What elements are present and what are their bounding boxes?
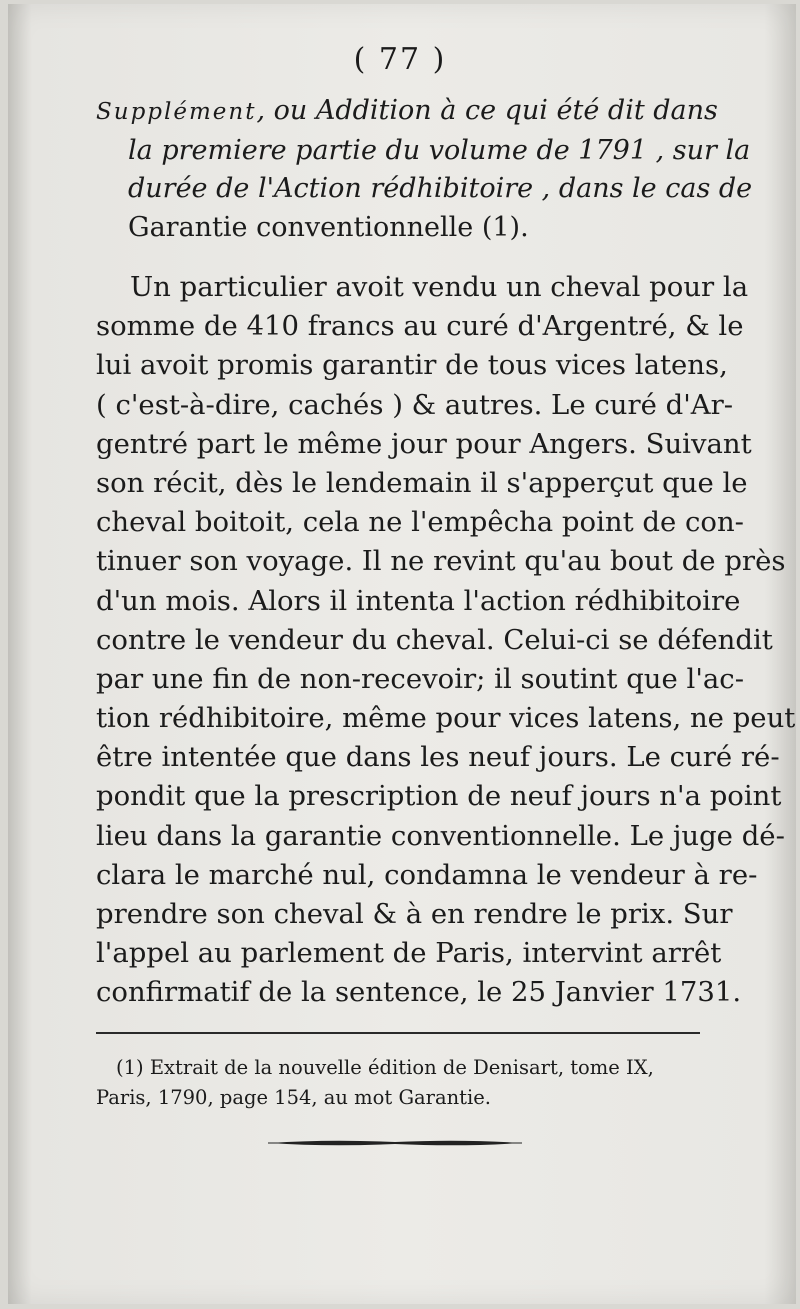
body-line: contre le vendeur du cheval. Celui-ci se défendit	[96, 623, 773, 656]
body-line: gentré part le même jour pour Angers. Suivant	[96, 427, 752, 460]
body-line: lui avoit promis garantir de tous vices latens,	[96, 349, 728, 382]
body-line: cheval boitoit, cela ne l'empêcha point de con-	[96, 506, 744, 539]
body-line: par une fin de non-recevoir; il soutint que l'ac-	[96, 662, 744, 695]
supplement-line-3: durée de l'Action rédhibitoire , dans le cas de	[128, 173, 753, 204]
tail-ornament-icon	[268, 1139, 522, 1147]
supplement-line-2: la premiere partie du volume de 1791 , sur la	[128, 134, 751, 166]
body-line: d'un mois. Alors il intenta l'action rédhibitoire	[96, 584, 741, 617]
body-line: son récit, dès le lendemain il s'apperçut que le	[96, 466, 748, 499]
body-line: somme de 410 francs au curé d'Argentré, & le	[96, 310, 744, 343]
body-line: confirmatif de la sentence, le 25 Janvier 1731.	[96, 976, 742, 1009]
supplement-heading	[96, 92, 753, 247]
supplement-lead: Supplément	[96, 99, 257, 125]
body-line: ( c'est-à-dire, cachés ) & autres. Le curé d'Ar-	[96, 388, 734, 421]
body-line: pondit que la prescription de neuf jours n'a point	[96, 780, 782, 813]
body-paragraph	[96, 268, 796, 1013]
footnote-line: (1) Extrait de la nouvelle édition de Denisart, tome IX,	[116, 1056, 654, 1079]
body-line: tinuer son voyage. Il ne revint qu'au bout de près	[96, 545, 786, 578]
body-line: l'appel au parlement de Paris, intervint arrêt	[96, 937, 722, 970]
body-line: prendre son cheval & à en rendre le prix. Sur	[96, 898, 733, 930]
supplement-line-1: Supplément, ou Addition à ce qui été dit dans	[96, 95, 718, 126]
body-line: clara le marché nul, condamna le vendeur à re-	[96, 858, 758, 891]
body-line: lieu dans la garantie conventionnelle. Le juge dé-	[96, 819, 785, 852]
footnote-rule	[96, 1032, 700, 1034]
page-number: ( 77 )	[353, 42, 447, 77]
body-line: tion rédhibitoire, même pour vices latens, ne peut	[96, 702, 796, 735]
supplement-line-4: Garantie conventionnelle (1).	[128, 211, 529, 243]
body-line: être intentée que dans les neuf jours. Le curé ré-	[96, 741, 780, 774]
body-line: Un particulier avoit vendu un cheval pour la	[130, 271, 749, 303]
footnote-line: Paris, 1790, page 154, au mot Garantie.	[96, 1086, 491, 1109]
footnote	[96, 1053, 702, 1113]
